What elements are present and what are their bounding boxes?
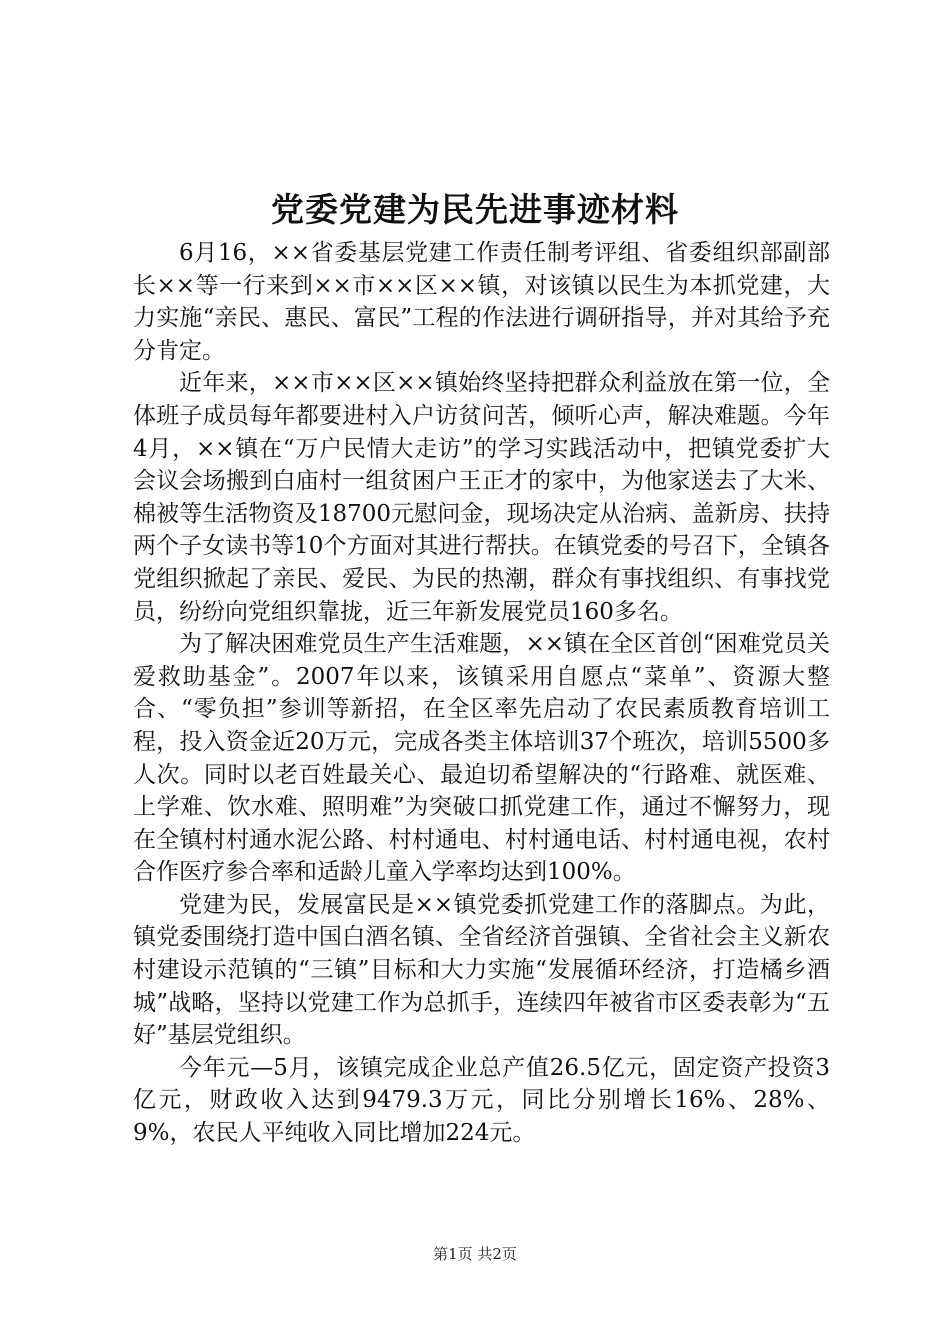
paragraph-4: 党建为民，发展富民是××镇党委抓党建工作的落脚点。为此，镇党委围绕打造中国白酒名镇、全省经济首强镇、全省社会主义新农村建设示范镇的“三镇”目标和大力实施“发展循环经济，打造橘乡酒城”战略，坚持以党建工作为总抓手，连续四年被省市区委表彰为“五好”基层党组织。 xyxy=(133,891,830,1049)
paragraph-1: 6月16，××省委基层党建工作责任制考评组、省委组织部副部长××等一行来到××市××区××镇，对该镇以民生为本抓党建，大力实施“亲民、惠民、富民”工程的作法进行调研指导，并对其给予充分肯定。 xyxy=(133,240,830,364)
document-body xyxy=(133,237,830,1150)
paragraph-2: 近年来，××市××区××镇始终坚持把群众利益放在第一位，全体班子成员每年都要进村入户访贫问苦，倾听心声，解决难题。今年4月，××镇在“万户民情大走访”的学习实践活动中，把镇党委扩大会议会场搬到白庙村一组贫困户王正才的家中，为他家送去了大米、棉被等生活物资及18700元慰问金，现场决定从治病、盖新房、扶持两个子女读书等10个方面对其进行帮扶。在镇党委的号召下，全镇各党组织掀起了亲民、爱民、为民的热潮，群众有事找组织、有事找党员，纷纷向党组织靠拢，近三年新发展党员160多名。 xyxy=(133,370,830,625)
page-footer: 第1页 共2页 xyxy=(433,1245,517,1263)
paragraph-5: 今年元—5月，该镇完成企业总产值26.5亿元，固定资产投资3亿元，财政收入达到9479.3万元，同比分别增长16%、28%、9%，农民人平纯收入同比增加224元。 xyxy=(133,1054,830,1147)
document-title: 党委党建为民先进事迹材料 xyxy=(271,190,679,229)
paragraph-3: 为了解决困难党员生产生活难题，××镇在全区首创“困难党员关爱救助基金”。2007年以来，该镇采用自愿点“菜单”、资源大整合、“零负担”参训等新招，在全区率先启动了农民素质教育培训工程，投入资金近20万元，完成各类主体培训37个班次，培训5500多人次。同时以老百姓最关心、最迫切希望解决的“行路难、就医难、上学难、饮水难、照明难”为突破口抓党建工作，通过不懈努力，现在全镇村村通水泥公路、村村通电、村村通电话、村村通电视，农村合作医疗参合率和适龄儿童入学率均达到100%。 xyxy=(133,631,830,886)
